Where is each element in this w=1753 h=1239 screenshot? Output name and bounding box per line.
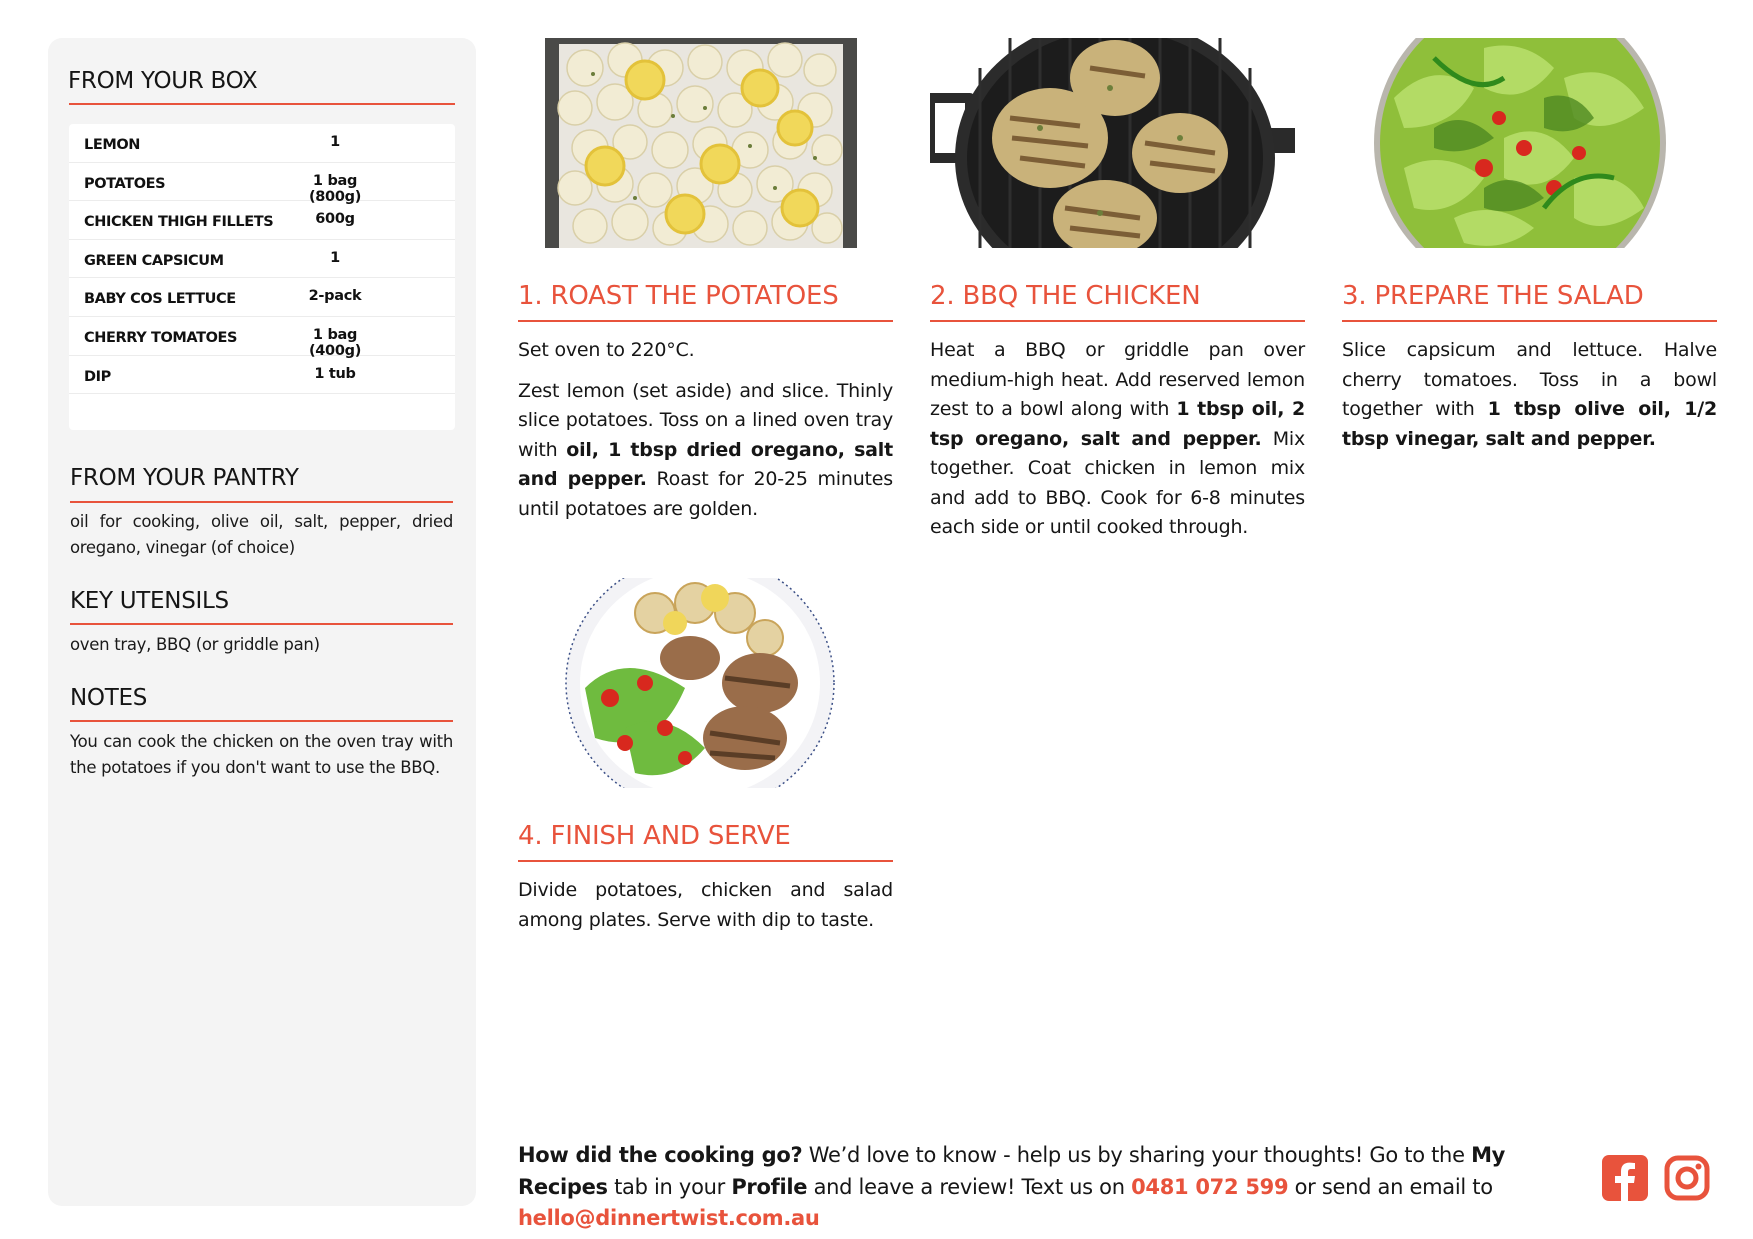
- ingredient-qty: 1: [330, 134, 340, 150]
- ingredient-row: [69, 240, 455, 279]
- step-2-title: 2. BBQ THE CHICKEN: [930, 281, 1201, 311]
- step-4-body: [518, 876, 893, 946]
- utensils-text: oven tray, BBQ (or griddle pan): [70, 635, 320, 654]
- ingredient-name: DIP: [84, 368, 111, 385]
- divider: [70, 720, 453, 722]
- profile-link[interactable]: Profile: [731, 1174, 808, 1199]
- key-utensils-title: KEY UTENSILS: [70, 588, 229, 614]
- ingredient-name: CHERRY TOMATOES: [84, 329, 238, 346]
- notes-text: You can cook the chicken on the oven tray with the potatoes if you don't want to use the BBQ.: [70, 732, 453, 777]
- ingredient-qty: 2-pack: [308, 288, 362, 305]
- step-2-paragraph: [930, 336, 1305, 543]
- phone-link[interactable]: 0481 072 599: [1131, 1174, 1289, 1199]
- divider: [518, 860, 893, 862]
- ingredient-qty: 600g: [315, 211, 355, 228]
- step-text: Heat a BBQ or griddle pan over medium-high heat. Add reserved lemon zest to a bowl along with: [930, 339, 1305, 420]
- footer-text: We’d love to know - help us by sharing your thoughts! Go to the: [802, 1143, 1472, 1167]
- step-text-bold: 1 tbsp oil, 2 tsp oregano, salt and pepper.: [930, 398, 1305, 450]
- salad-bowl-photo: [1374, 38, 1666, 248]
- my-recipes-link[interactable]: My Recipes: [518, 1143, 1506, 1199]
- roasted-potatoes-photo: [545, 38, 857, 248]
- step-1-paragraph: [518, 377, 893, 525]
- plated-dish-photo: [565, 578, 835, 788]
- step-text: Mix together. Coat chicken in lemon mix and add to BBQ. Cook for 6-8 minutes each side or until cooked through.: [930, 427, 1306, 538]
- divider: [70, 501, 453, 503]
- step-1-paragraph: Set oven to 220°C.: [518, 339, 695, 361]
- ingredient-row: [69, 317, 455, 359]
- step-3-paragraph: [1342, 336, 1717, 454]
- email-link[interactable]: hello@dinnertwist.com.au: [518, 1206, 820, 1230]
- ingredient-qty: 1 bag (400g): [308, 326, 362, 359]
- ingredient-name: BABY COS LETTUCE: [84, 291, 236, 308]
- ingredient-qty: 1 bag (800g): [308, 172, 362, 205]
- feedback-footer: [518, 1140, 1578, 1235]
- ingredient-row: [69, 163, 455, 205]
- step-text: Zest lemon (set aside) and slice. Thinly slice potatoes. Toss on a lined oven tray with: [518, 379, 893, 461]
- footer-text: or send an email to: [1288, 1174, 1493, 1199]
- ingredient-row: [69, 356, 455, 395]
- ingredient-row: [69, 201, 455, 240]
- instagram-icon[interactable]: [1664, 1155, 1710, 1205]
- ingredient-name: CHICKEN THIGH FILLETS: [84, 214, 274, 231]
- ingredient-name: LEMON: [84, 137, 141, 153]
- ingredient-qty: 1: [330, 249, 340, 266]
- step-text: Roast for 20-25 minutes until potatoes are golden.: [518, 468, 893, 520]
- divider: [930, 320, 1305, 322]
- ingredients-table: [69, 124, 455, 430]
- from-your-box-title: FROM YOUR BOX: [68, 68, 258, 94]
- step-3-title: 3. PREPARE THE SALAD: [1342, 281, 1644, 311]
- step-text-bold: oil, 1 tbsp dried oregano, salt and pepper.: [518, 438, 893, 490]
- divider: [1342, 320, 1717, 322]
- ingredient-name: GREEN CAPSICUM: [84, 252, 224, 269]
- footer-text: and leave a review! Text us on: [807, 1174, 1132, 1199]
- step-1-body: [518, 336, 893, 535]
- facebook-icon[interactable]: [1602, 1155, 1648, 1205]
- step-4-paragraph: Divide potatoes, chicken and salad among plates. Serve with dip to taste.: [518, 879, 893, 931]
- step-text: Slice capsicum and lettuce. Halve cherry tomatoes. Toss in a bowl together with: [1342, 339, 1717, 420]
- step-text-bold: 1 tbsp olive oil, 1/2 tbsp vinegar, salt and pepper.: [1342, 398, 1717, 450]
- ingredient-name: POTATOES: [84, 175, 166, 192]
- divider: [70, 623, 453, 625]
- step-3-body: [1342, 336, 1717, 465]
- step-1-title: 1. ROAST THE POTATOES: [518, 281, 839, 311]
- divider: [69, 103, 455, 105]
- step-4-title: 4. FINISH AND SERVE: [518, 821, 791, 851]
- ingredient-qty: 1 tub: [314, 365, 356, 382]
- notes-title: NOTES: [70, 685, 147, 711]
- grilled-chicken-pan-photo: [930, 38, 1295, 248]
- ingredients-sidebar: [48, 38, 476, 1206]
- footer-text: tab in your: [607, 1174, 732, 1199]
- pantry-text: oil for cooking, olive oil, salt, pepper, dried oregano, vinegar (of choice): [70, 512, 453, 557]
- footer-question: How did the cooking go?: [518, 1143, 803, 1167]
- step-2-body: [930, 336, 1305, 554]
- divider: [518, 320, 893, 322]
- from-your-pantry-title: FROM YOUR PANTRY: [70, 465, 299, 491]
- ingredient-row: [69, 124, 455, 163]
- ingredient-row: [69, 278, 455, 317]
